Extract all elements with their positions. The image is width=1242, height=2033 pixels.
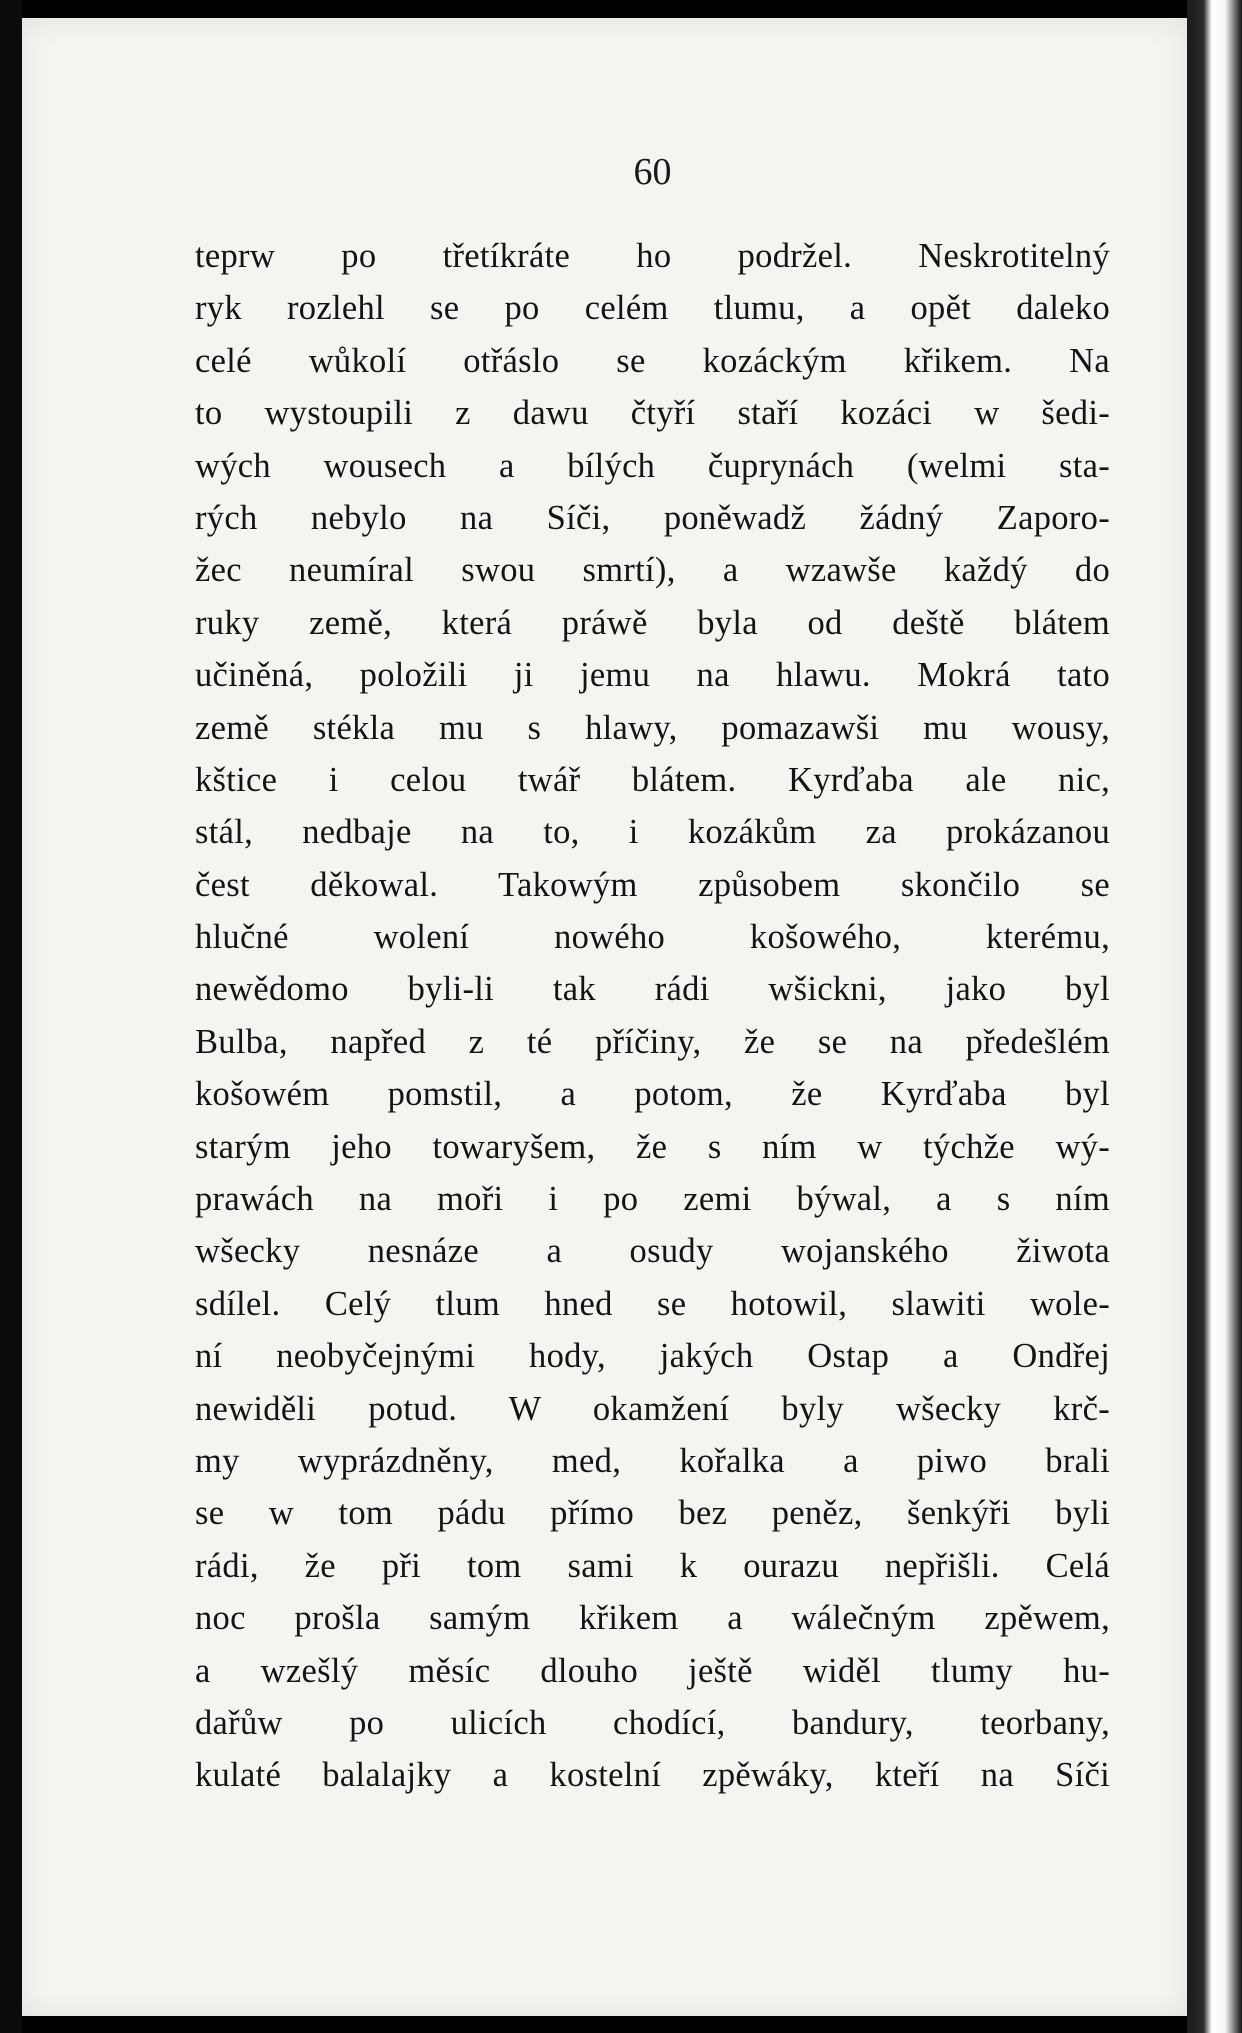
text-line: newědomo byli-li tak rádi wšickni, jako byl bbox=[195, 970, 1110, 1009]
text-line: Bulba, napřed z té příčiny, že se na předešlém bbox=[195, 1022, 1110, 1061]
text-line: newiděli potud. W okamžení byly wšecky krč- bbox=[195, 1389, 1110, 1428]
text-line: starým jeho towaryšem, že s ním w týchže wý- bbox=[195, 1127, 1110, 1166]
text-line: wšecky nesnáze a osudy wojanského žiwota bbox=[195, 1232, 1110, 1271]
text-line: kštice i celou twář blátem. Kyrďaba ale nic, bbox=[195, 760, 1110, 799]
body-text bbox=[195, 230, 1110, 1802]
scan-right-edge bbox=[1187, 0, 1242, 2033]
text-line: žec neumíral swou smrtí), a wzawše každý do bbox=[195, 551, 1110, 590]
text-line: prawách na moři i po zemi býwal, a s ním bbox=[195, 1180, 1110, 1219]
text-line: sdílel. Celý tlum hned se hotowil, slawiti wole- bbox=[195, 1284, 1110, 1323]
text-line: stál, nedbaje na to, i kozákům za prokázanou bbox=[195, 813, 1110, 852]
text-line: ní neobyčejnými hody, jakých Ostap a Ondřej bbox=[195, 1337, 1110, 1376]
text-line: čest děkowal. Takowým způsobem skončilo se bbox=[195, 865, 1110, 904]
text-line: hlučné wolení nowého košowého, kterému, bbox=[195, 918, 1110, 957]
text-line: rých nebylo na Síči, poněwadž žádný Zaporo- bbox=[195, 498, 1110, 537]
text-line: wých wousech a bílých čuprynách (welmi sta- bbox=[195, 446, 1110, 485]
text-line: dařůw po ulicích chodící, bandury, teorbany, bbox=[195, 1703, 1110, 1742]
text-line: to wystoupili z dawu čtyří staří kozáci w šedi- bbox=[195, 394, 1110, 433]
text-line: celé wůkolí otřáslo se kozáckým křikem. Na bbox=[195, 341, 1110, 380]
scan-left-border bbox=[0, 0, 22, 2033]
text-line: země stékla mu s hlawy, pomazawši mu wousy, bbox=[195, 708, 1110, 747]
text-line: se w tom pádu přímo bez peněz, šenkýři byli bbox=[195, 1494, 1110, 1533]
text-line: ryk rozlehl se po celém tlumu, a opět daleko bbox=[195, 289, 1110, 328]
text-line: košowém pomstil, a potom, že Kyrďaba byl bbox=[195, 1075, 1110, 1114]
text-line: rádi, že při tom sami k ourazu nepřišli. Celá bbox=[195, 1546, 1110, 1585]
text-line: učiněná, položili ji jemu na hlawu. Mokrá tato bbox=[195, 656, 1110, 695]
text-line: kulaté balalajky a kostelní zpěwáky, kteří na Síči bbox=[195, 1756, 1110, 1795]
text-line: noc prošla samým křikem a wálečným zpěwem, bbox=[195, 1599, 1110, 1638]
text-line: a wzešlý měsíc dlouho ještě widěl tlumy hu- bbox=[195, 1651, 1110, 1690]
text-line: ruky země, která práwě byla od deště blátem bbox=[195, 603, 1110, 642]
page-number: 60 bbox=[633, 151, 672, 193]
text-line: my wyprázdněny, med, kořalka a piwo brali bbox=[195, 1441, 1110, 1480]
text-line: teprw po třetíkráte ho podržel. Neskrotitelný bbox=[195, 237, 1110, 275]
